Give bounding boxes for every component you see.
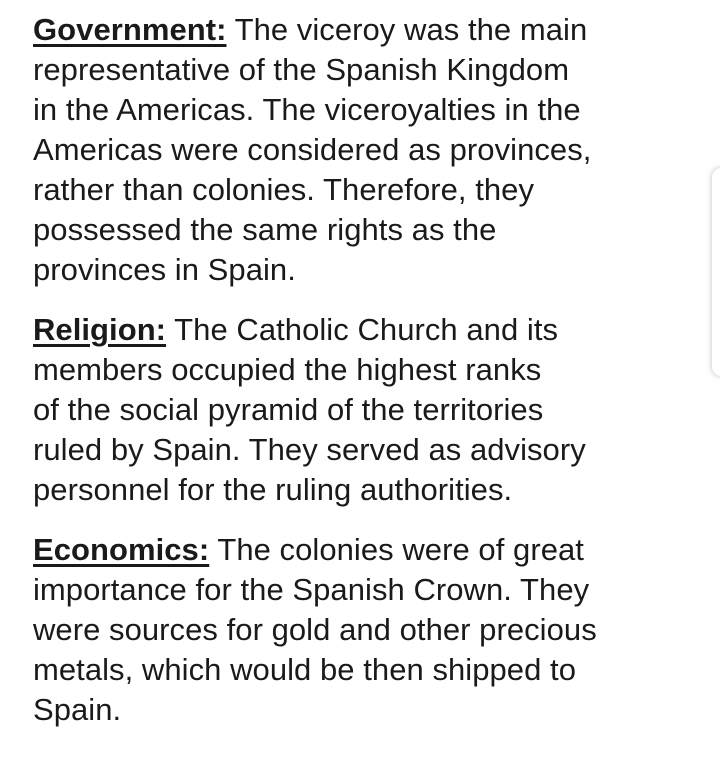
- section-line: were sources for gold and other precious: [33, 612, 597, 647]
- section-religion: [33, 310, 703, 510]
- section-heading-government: Government:: [33, 12, 227, 47]
- section-first-line: [33, 530, 703, 570]
- section-government: [33, 10, 703, 290]
- section-line: possessed the same rights as the: [33, 212, 497, 247]
- section-line: provinces in Spain.: [33, 252, 296, 287]
- section-line: personnel for the ruling authorities.: [33, 472, 513, 507]
- section-first-line: [33, 10, 703, 50]
- section-line: Americas were considered as provinces,: [33, 132, 592, 167]
- section-text: The colonies were of great: [217, 532, 584, 567]
- side-scroll-tab[interactable]: [712, 168, 720, 376]
- section-line: Spain.: [33, 692, 122, 727]
- section-heading-economics: Economics:: [33, 532, 210, 567]
- section-text: The viceroy was the main: [234, 12, 588, 47]
- section-text: The Catholic Church and its: [174, 312, 559, 347]
- section-line: of the social pyramid of the territories: [33, 392, 544, 427]
- section-line: rather than colonies. Therefore, they: [33, 172, 535, 207]
- section-economics: [33, 530, 703, 730]
- section-line: members occupied the highest ranks: [33, 352, 542, 387]
- section-line: ruled by Spain. They served as advisory: [33, 432, 586, 467]
- section-first-line: [33, 310, 703, 350]
- section-line: in the Americas. The viceroyalties in the: [33, 92, 581, 127]
- document-page: [33, 10, 703, 750]
- section-line: metals, which would be then shipped to: [33, 652, 577, 687]
- section-line: representative of the Spanish Kingdom: [33, 52, 570, 87]
- section-heading-religion: Religion:: [33, 312, 167, 347]
- section-line: importance for the Spanish Crown. They: [33, 572, 590, 607]
